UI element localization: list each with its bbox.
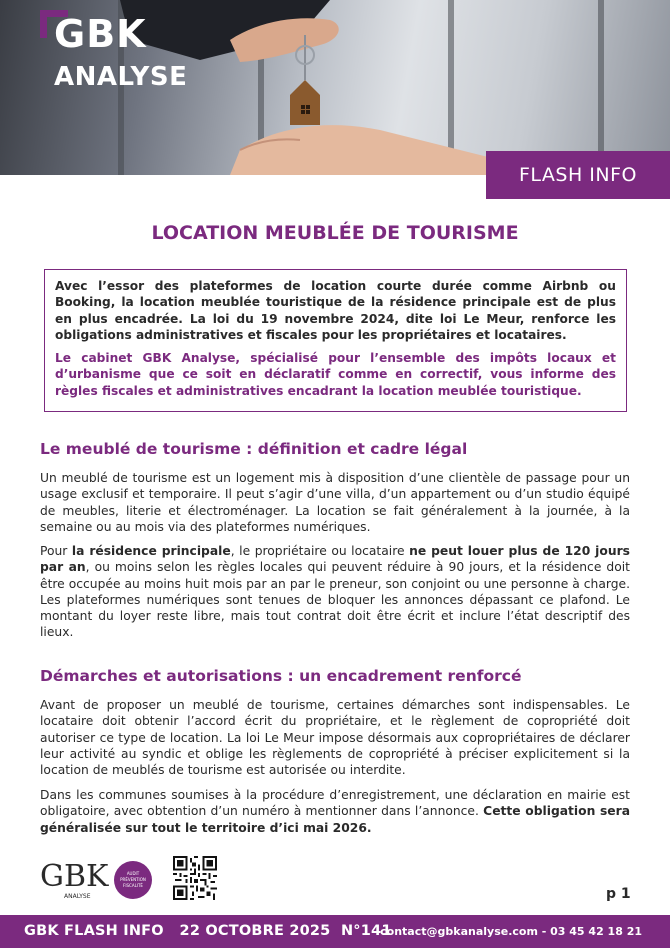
section-title-demarches: Démarches et autorisations : un encadrement renforcé [40, 667, 522, 685]
demarches-paragraph: Avant de proposer un meublé de tourisme, certaines démarches sont indispensables. Le locataire doit obtenir l’accord écrit du propriétaire, et le règlement de copropriété doit autoriser ce type de location. La loi Le Meur impose désormais aux copropriétaires de déclarer leur activité au syndic et oblige les règlements de copropriété à préciser explicitement si la location de meublés de tourisme est autorisée ou interdite. [40, 698, 630, 778]
principal-residence-paragraph: Pour la résidence principale, le propriétaire ou locataire ne peut louer plus de 120 jours par an, ou moins selon les règles locales qui peuvent réduire à 90 jours, et la résidence doit être occupée au moins huit mois par an par le preneur, son conjoint ou une personne à charge. Les plateformes numériques sont tenues de bloquer les annonces dépassant ce plafond. Le montant du loyer reste libre, mais tout contrat doit être écrit et inclure l’état descriptif des lieux. [40, 544, 630, 640]
brand-logo: GBK [54, 12, 147, 56]
intro-box [44, 269, 627, 412]
qr-code-icon[interactable] [173, 856, 217, 900]
footer-issue-info: GBK FLASH INFO 22 OCTOBRE 2025 N°141 [24, 923, 392, 939]
flash-info-badge: FLASH INFO [486, 151, 670, 199]
footer-logo [40, 856, 154, 900]
intro-paragraph: Avec l’essor des plateformes de location courte durée comme Airbnb ou Booking, la location meublée touristique de la résidence principale est de plus en plus encadrée. La loi du 19 novembre 2024, dite loi Le Meur, renforce les obligations administratives et fiscales pour les propriétaires et locataires. [55, 279, 616, 342]
page-number: p 1 [606, 886, 631, 902]
svg-text:AUDIT: AUDIT [126, 871, 140, 876]
header-photo [0, 0, 670, 175]
footer-logo-sub: ANALYSE [64, 893, 91, 900]
svg-text:FISCALITÉ: FISCALITÉ [123, 883, 143, 888]
definition-paragraph: Un meublé de tourisme est un logement mis à disposition d’une clientèle de passage pour un usage exclusif et temporaire. Il peut s’agir d’une villa, d’un appartement ou d’un studio équipé de meubles, literie et électroménager. La location se fait généralement à la journée, à la semaine ou au mois via des plateformes numériques. [40, 471, 630, 534]
registration-paragraph: Dans les communes soumises à la procédure d’enregistrement, une déclaration en mairie est obligatoire, avec obtention d’un numéro à mentionner dans l’annonce. Cette obligation sera généralisée sur tout le territoire d’ici mai 2026. [40, 788, 630, 835]
brand-logo-subtitle: ANALYSE [54, 62, 188, 92]
footer-logo-text: GBK [40, 859, 109, 894]
intro-cabinet-paragraph: Le cabinet GBK Analyse, spécialisé pour l’ensemble des impôts locaux et d’urbanisme que ce soit en déclaratif comme en correctif, vous informe des règles fiscales et administratives encadrant la location meublée touristique. [55, 351, 616, 398]
footer-contact[interactable]: contact@gbkanalyse.com - 03 45 42 18 21 [380, 925, 642, 938]
footer-bar [0, 915, 670, 948]
page-title: LOCATION MEUBLÉE DE TOURISME [151, 222, 519, 244]
section-title-definition: Le meublé de tourisme : définition et cadre légal [40, 440, 468, 458]
svg-text:PRÉVENTION: PRÉVENTION [120, 877, 146, 882]
